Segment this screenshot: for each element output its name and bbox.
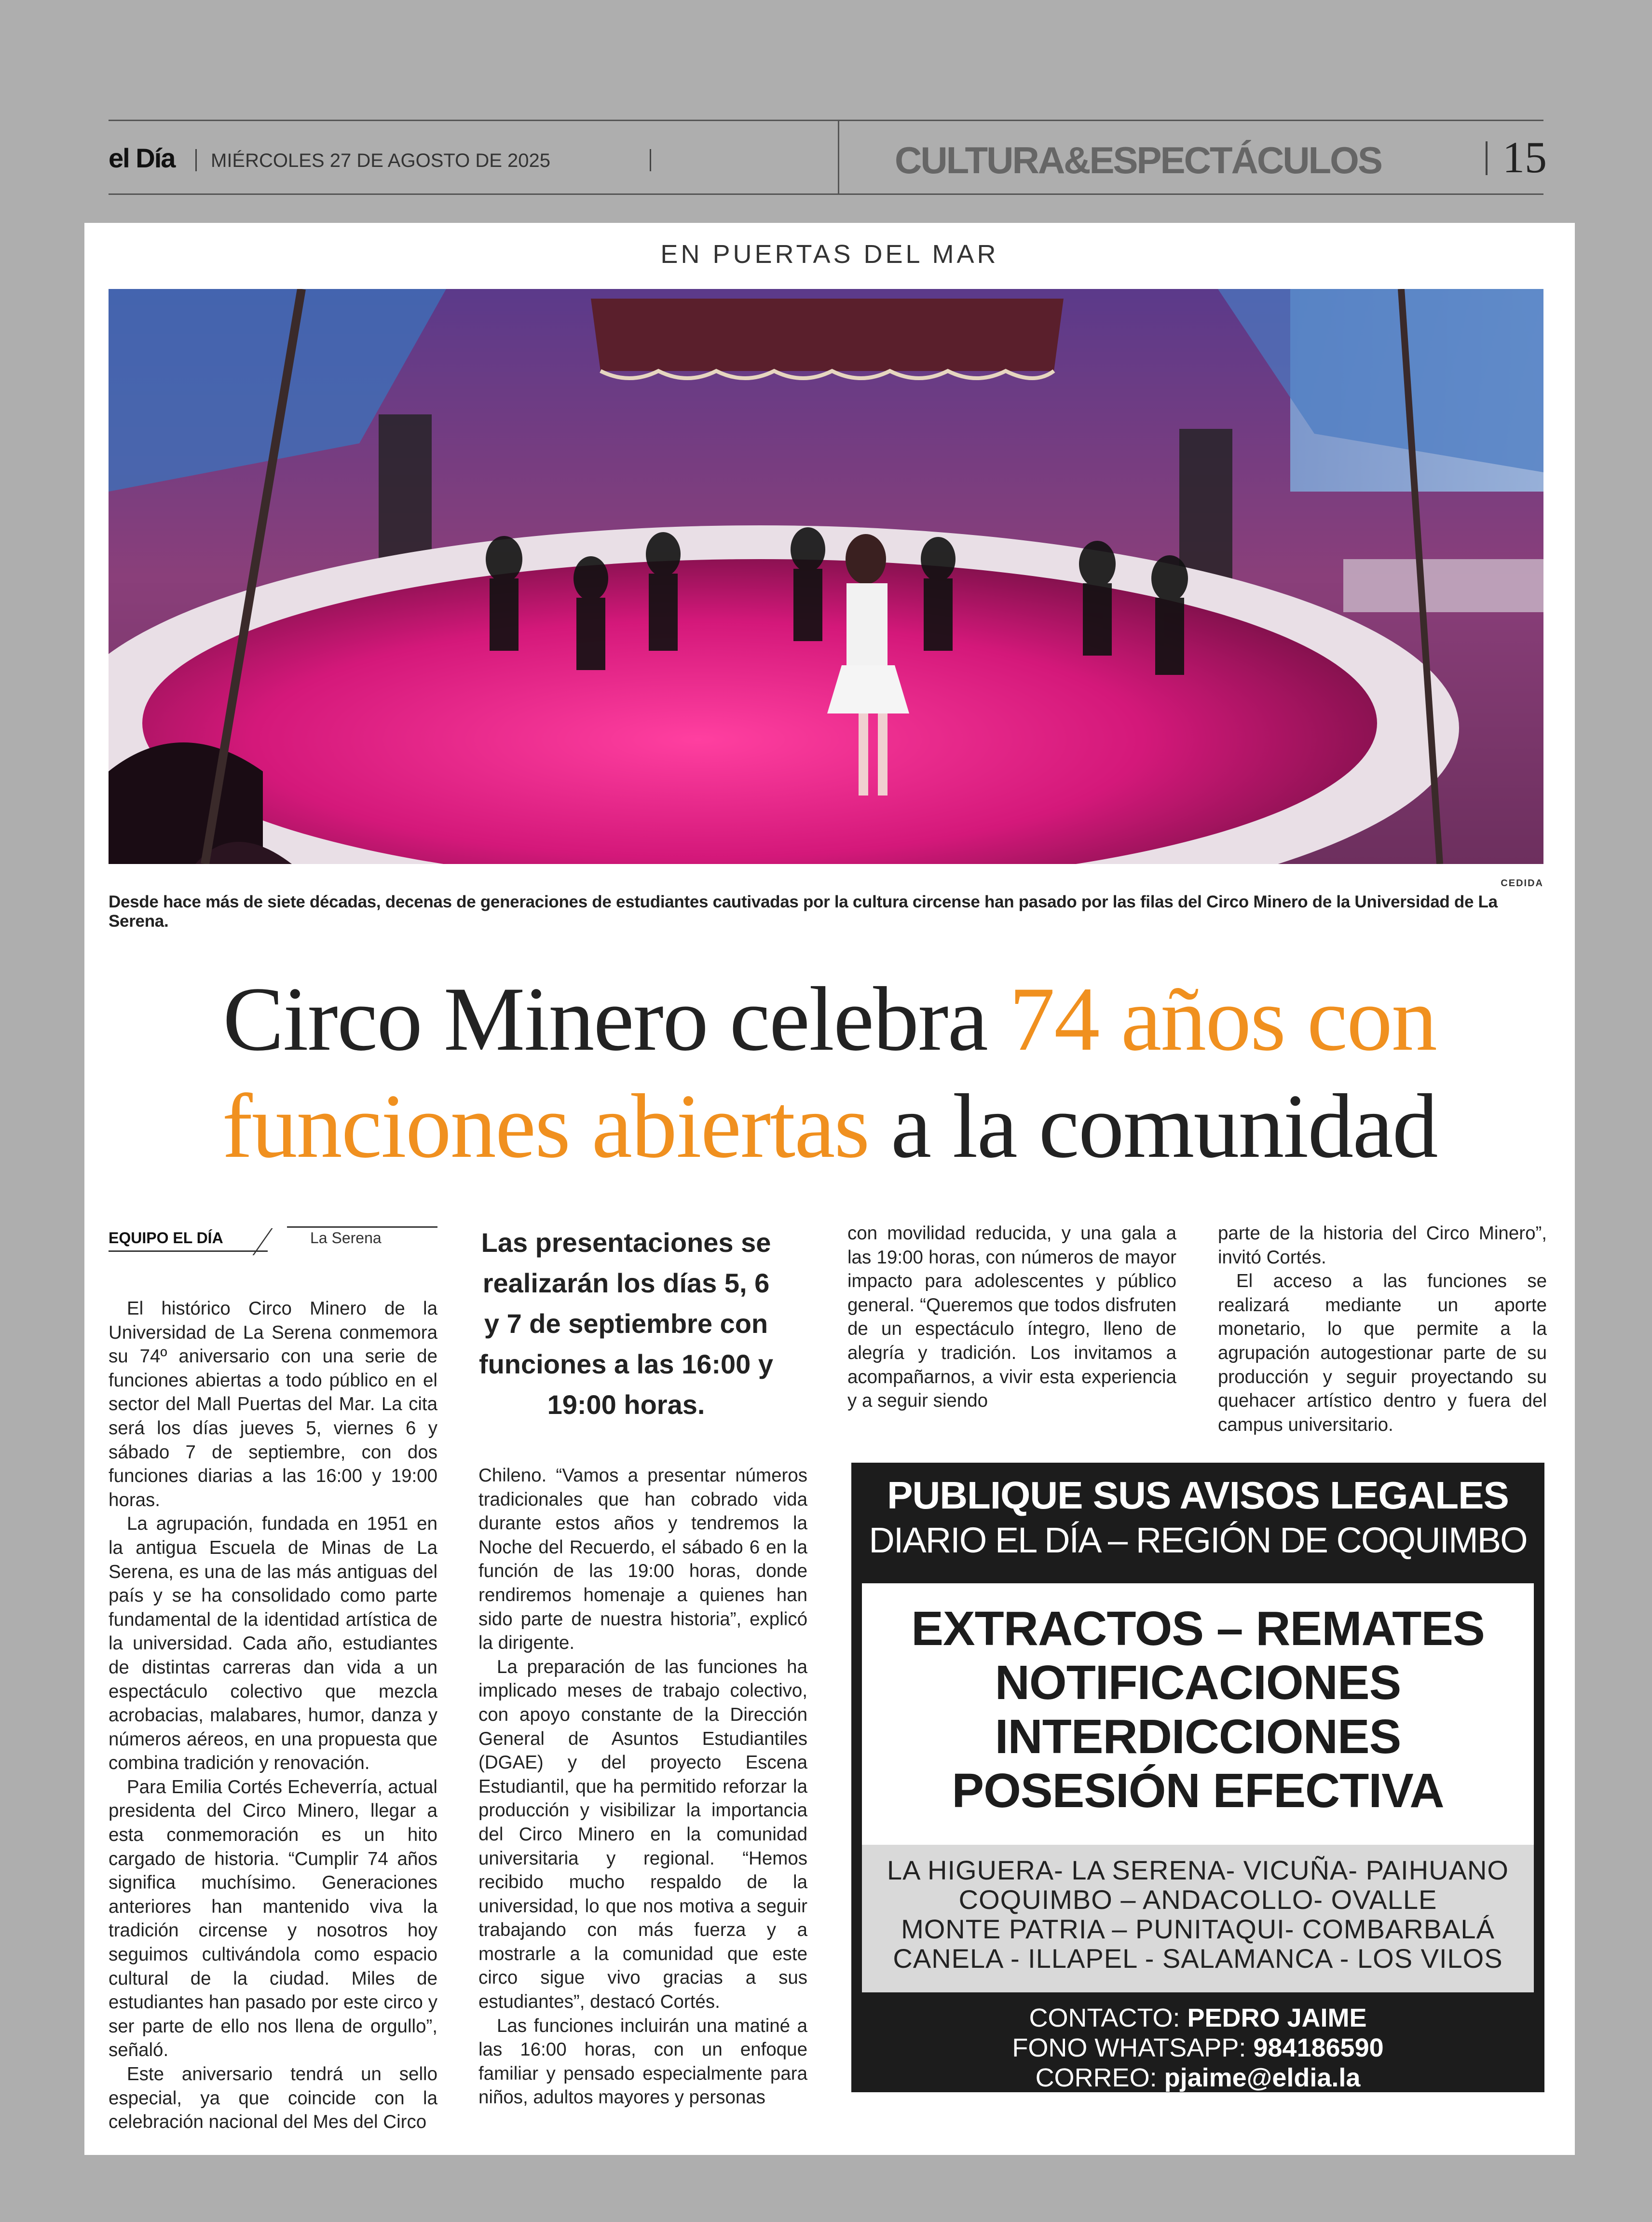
article-photo xyxy=(109,289,1543,864)
issue-date: MIÉRCOLES 27 DE AGOSTO DE 2025 xyxy=(211,150,550,171)
article-column-1 xyxy=(109,1297,437,2134)
ad-town-line: COQUIMBO – ANDACOLLO- OVALLE xyxy=(958,1884,1437,1915)
article-paragraph: Para Emilia Cortés Echeverría, actual presidenta del Circo Minero, llegar a esta conmemoración es un hito cargado de historia. “Cumplir 74 años significa muchísimo. Generaciones anteriores han mantenido viva la tradición circense y nosotros hoy seguimos cultivándola como espacio cultural de la ciudad. Miles de estudiantes han pasado por este circo y ser parte de ello nos llena de orgullo”, señaló. xyxy=(109,1776,437,2061)
article-paragraph: Chileno. “Vamos a presentar números tradicionales que han cobrado vida durante estos años y tendremos la Noche del Recuerdo, el sábado 6 en la función de las 19:00 horas, donde rendiremos homenaje a quienes han sido parte de nuestra historia”, explicó la dirigente. xyxy=(478,1465,807,1654)
photo-credit: CEDIDA xyxy=(1501,878,1543,889)
byline xyxy=(109,1226,437,1251)
ad-town-line: CANELA - ILLAPEL - SALAMANCA - LOS VILOS xyxy=(893,1943,1503,1974)
ad-towns xyxy=(862,1855,1534,1973)
byline-rule xyxy=(109,1250,268,1252)
section-title: CULTURA&ESPECTÁCULOS xyxy=(895,139,1381,181)
byline-location: La Serena xyxy=(310,1229,382,1247)
phone-label: FONO WHATSAPP: xyxy=(1012,2033,1254,2062)
ad-category: POSESIÓN EFECTIVA xyxy=(952,1764,1444,1818)
pull-quote: Las presentaciones se realizarán los días 5, 6 y 7 de septiembre con funciones a las 16:00 y 19:00 horas. xyxy=(478,1227,774,1420)
headline-highlight: 74 años con xyxy=(1009,969,1436,1070)
article-headline xyxy=(84,966,1575,1180)
ad-category: EXTRACTOS – REMATES xyxy=(911,1602,1485,1656)
photo-caption: Desde hace más de siete décadas, decenas de generaciones de estudiantes cautivadas por la cultura circense han pasado por las filas del Circo Minero de la Universidad de La Serena. xyxy=(109,892,1498,931)
headline-text: Circo Minero celebra xyxy=(223,969,1010,1070)
article-paragraph: con movilidad reducida, y una gala a las 19:00 horas, con números de mayor impacto para adolescentes y público general. “Queremos que todos disfruten de un espectáculo íntegro, lleno de alegría y tradición. Los invitamos a acompañarnos, a vivir esta experiencia y a seguir siendo xyxy=(847,1223,1176,1412)
ad-contact xyxy=(851,2003,1544,2093)
headline-text: a la comunidad xyxy=(869,1076,1437,1177)
byline-rule xyxy=(287,1226,437,1228)
article-paragraph: El histórico Circo Minero de la Universidad de La Serena conmemora su 74º aniversario con una serie de funciones abiertas a todo público en el sector del Mall Puertas del Mar. La cita será los días jueves 5, viernes 6 y sábado 7 de septiembre, con dos funciones diarias a las 16:00 y 19:00 horas. xyxy=(109,1298,437,1510)
article-panel xyxy=(84,223,1575,2155)
contact-phone: 984186590 xyxy=(1253,2033,1384,2062)
header-divider xyxy=(195,149,197,171)
ad-title: PUBLIQUE SUS AVISOS LEGALES xyxy=(887,1474,1509,1517)
article-paragraph: La preparación de las funciones ha implicado meses de trabajo colectivo, con apoyo constante de la Dirección General de Asuntos Estudiantiles (DGAE) y del proyecto Escena Estudiantil, que ha permitido reforzar la producción y visibilizar la importancia del Circo Minero en la comunidad universitaria y regional. “Hemos recibido mucho respaldo de la universidad, lo que nos motiva a seguir trabajando con más fuerza y a mostrarle a la comunidad que este circo sigue vivo gracias a sus estudiantes”, destacó Cortés. xyxy=(478,1656,807,2013)
header-divider xyxy=(1486,141,1488,175)
article-kicker: EN PUERTAS DEL MAR xyxy=(660,240,999,269)
article-paragraph: parte de la historia del Circo Minero”, invitó Cortés. xyxy=(1218,1223,1547,1268)
page-header xyxy=(109,120,1547,195)
article-column-2 xyxy=(478,1464,807,2110)
header-divider xyxy=(650,149,651,171)
ad-subtitle: DIARIO EL DÍA – REGIÓN DE COQUIMBO xyxy=(869,1520,1527,1560)
article-column-4 xyxy=(1218,1221,1547,1437)
header-divider xyxy=(838,121,839,193)
article-paragraph: Este aniversario tendrá un sello especial, ya que coincide con la celebración nacional del Mes del Circo xyxy=(109,2064,437,2133)
contact-email: pjaime@eldia.la xyxy=(1164,2063,1361,2092)
article-column-3 xyxy=(847,1221,1176,1413)
contact-label: CONTACTO: xyxy=(1029,2003,1188,2032)
article-paragraph: El acceso a las funciones se realizará mediante un aporte monetario, lo que permite a la agrupación autogestionar parte de su producción y seguir proyectando su quehacer artístico dentro y fuera del campus universitario. xyxy=(1218,1271,1547,1435)
legal-notices-ad xyxy=(851,1463,1544,2092)
article-paragraph: Las funciones incluirán una matiné a las 16:00 horas, con un enfoque familiar y pensado especialmente para niños, adultos mayores y personas xyxy=(478,2015,807,2108)
ad-categories xyxy=(862,1602,1534,1818)
headline-highlight: funciones abiertas xyxy=(222,1076,869,1177)
ad-category: NOTIFICACIONES xyxy=(995,1656,1401,1710)
article-paragraph: La agrupación, fundada en 1951 en la antigua Escuela de Minas de La Serena, es una de las más antiguas del país y se ha consolidado como parte fundamental de la identidad artística de la universidad. Cada año, estudiantes de distintas carreras dan vida a un espectáculo colectivo que mezcla acrobacias, malabares, humor, danza y números aéreos, en una propuesta que combina tradición y renovación. xyxy=(109,1513,437,1774)
contact-name: PEDRO JAIME xyxy=(1187,2003,1367,2032)
ad-town-line: MONTE PATRIA – PUNITAQUI- COMBARBALÁ xyxy=(901,1914,1495,1944)
byline-author: EQUIPO EL DÍA xyxy=(109,1229,223,1247)
email-label: CORREO: xyxy=(1035,2063,1164,2092)
page-number: 15 xyxy=(1502,133,1547,182)
newspaper-logo: el Día xyxy=(109,143,175,173)
ad-categories-box xyxy=(862,1583,1534,1845)
ad-category: INTERDICCIONES xyxy=(995,1710,1401,1764)
ad-town-line: LA HIGUERA- LA SERENA- VICUÑA- PAIHUANO xyxy=(887,1855,1509,1885)
ad-towns-box xyxy=(862,1845,1534,1992)
